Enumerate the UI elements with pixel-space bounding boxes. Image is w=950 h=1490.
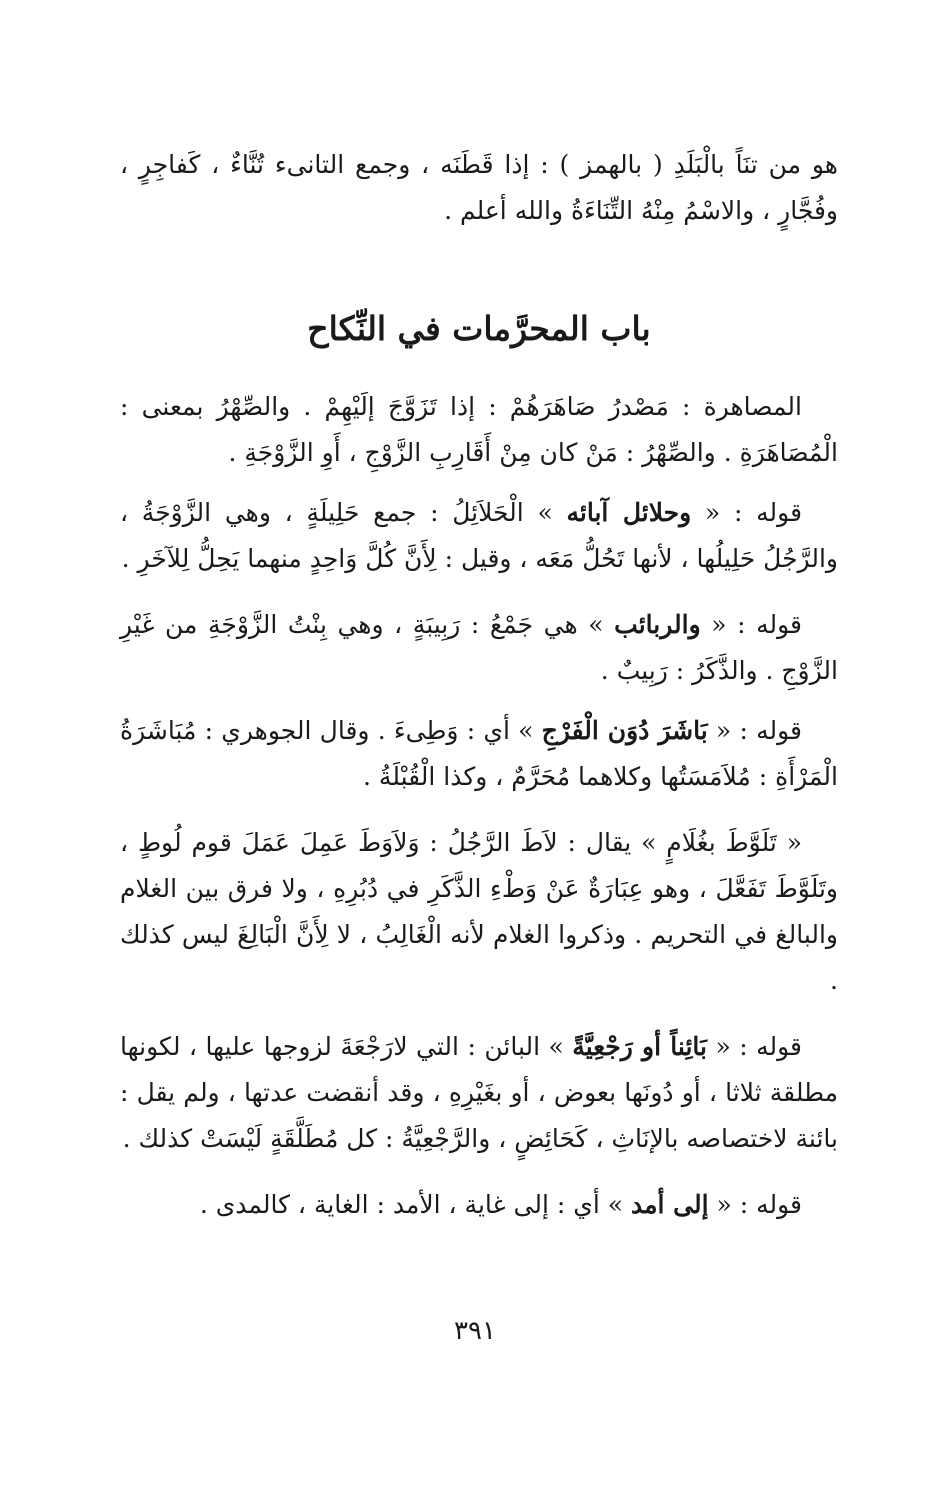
paragraph-rabaib (120, 602, 838, 694)
paragraph-text: » هي جَمْعُ : رَبِيبَةٍ ، وهي بِنْتُ الزَّوْجَةِ من غَيْرِ الزَّوْجِ . والذَّكَرُ : رَبِيبٌ . (120, 610, 838, 685)
paragraph-prefix: قوله : « (708, 1190, 802, 1219)
quoted-term: بَائِناً أو رَجْعِيَّةً (572, 1032, 707, 1061)
paragraph-amad (120, 1182, 838, 1228)
paragraph-prefix: قوله : « (691, 498, 803, 527)
paragraph-talawwut (120, 820, 838, 1004)
paragraph-text: » أي : إلى غاية ، الأمد : الغاية ، كالمدى . (199, 1190, 631, 1219)
paragraph-prefix: « (776, 828, 802, 857)
paragraph-musahara (120, 384, 838, 476)
quoted-term: وحلائل آبائه (566, 498, 692, 527)
paragraph-text: » أي : وَطِىءَ . وقال الجوهري : مُبَاشَرَةُ الْمَرْأَةِ : مُلاَمَسَتُها وكلاهما مُحَرَّمٌ ، وكذا الْقُبْلَةُ . (120, 716, 838, 791)
quoted-term: إلى أمد (630, 1190, 709, 1219)
paragraph-text: المصاهرة : مَصْدرُ صَاهَرَهُمْ : إذا تَزَوَّجَ إلَيْهِمْ . والصِّهْرُ بمعنى : الْمُصَاهَرَةِ . والصِّهْرُ : مَنْ كان مِنْ أَقَارِبِ الزَّوْجِ ، أَوِ الزَّوْجَةِ . (120, 392, 838, 467)
paragraph-bain (120, 1024, 838, 1162)
page-number: ٣٩١ (454, 1316, 496, 1346)
paragraph-prefix: قوله : « (707, 716, 802, 745)
quoted-term: والربائب (614, 610, 701, 639)
paragraph-halail (120, 490, 838, 582)
paragraph-prefix: قوله : « (707, 1032, 803, 1061)
chapter-heading: باب المحرَّمات في النِّكاح (307, 309, 651, 348)
paragraph-text: » الْحَلاَئِلُ : جمع حَلِيلَةٍ ، وهي الزَّوْجَةُ ، والرَّجُلُ حَلِيلُها ، لأنها تَحُلُّ مَعَه ، وقيل : لِأَنَّ كُلَّ وَاحِدٍ منهما يَحِلُّ لِلآخَرِ . (120, 498, 838, 573)
book-page (120, 142, 838, 1462)
paragraph-text: » البائن : التي لارَجْعَةَ لزوجها عليها ، لكونها مطلقة ثلاثا ، أو دُونَها بعوض ، أو بغَيْرِهِ ، وقد أنقضت عدتها ، ولم يقل : بائنة لاختصاصه بالإنَاثِ ، كَحَائِضٍ ، والرَّجْعِيَّةُ : كل مُطَلَّقَةٍ لَيْسَتْ كذلك . (120, 1032, 838, 1153)
paragraph-mubashara (120, 708, 838, 800)
intro-paragraph (120, 142, 838, 234)
paragraph-text: تَلَوَّطَ بغُلَامٍ » يقال : لاَطَ الرَّجُلُ : وَلاَوَطَ عَمِلَ عَمَلَ قوم لُوطٍ ، وتَلَوَّطَ تَفَعَّلَ ، وهو عِبَارَةٌ عَنْ وَطْءِ الذَّكَرِ في دُبُرِهِ ، ولا فرق بين الغلام والبالغ في التحريم . وذكروا الغلام لأنه الْغَالِبُ ، لا لِأَنَّ الْبَالِغَ ليس كذلك . (120, 828, 838, 995)
paragraph-prefix: قوله : « (700, 610, 802, 639)
quoted-term: بَاشَرَ دُوَن الْفَرْجِ (541, 716, 708, 745)
intro-text: هو من تنَاً بالْبَلَدِ ( بالهمز ) : إذا قَطَنَه ، وجمع التانىء تُنَّاءٌ ، كَفاجِرٍ ، وفُجَّارٍ ، والاسْمُ مِنْهُ التِّنَاءَةُ والله أعلم . (120, 150, 838, 225)
